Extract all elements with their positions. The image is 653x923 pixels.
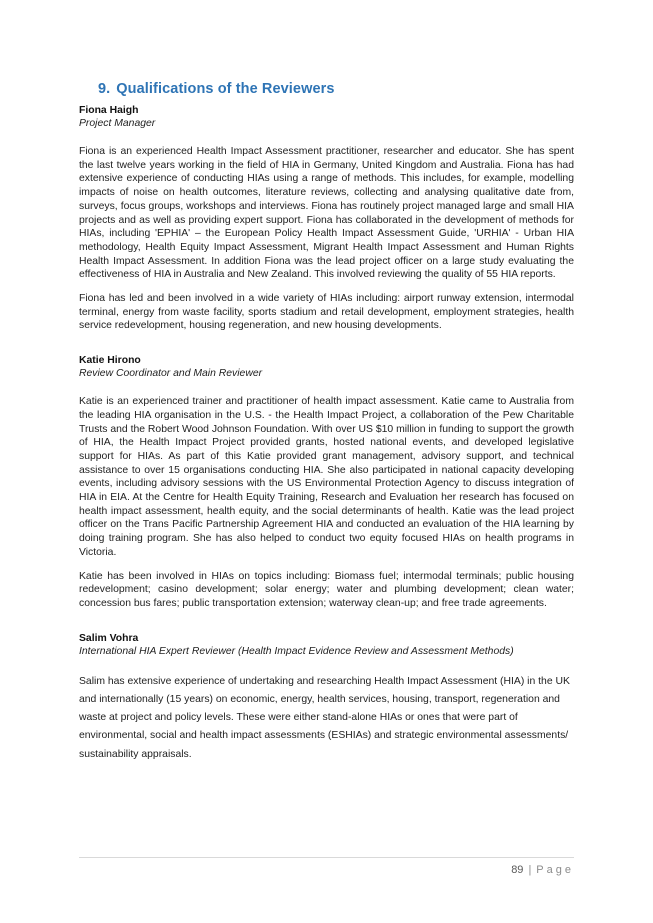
page-number: 89 xyxy=(511,864,524,876)
page-separator: | xyxy=(528,864,532,876)
section-heading xyxy=(98,81,574,98)
page-footer xyxy=(79,857,574,876)
reviewer-role: International HIA Expert Reviewer (Health Impact Evidence Review and Assessment Methods) xyxy=(79,645,514,657)
reviewer-profile xyxy=(79,632,574,764)
reviewer-name: Fiona Haigh xyxy=(79,105,139,116)
bio-paragraph: Fiona has led and been involved in a wide variety of HIAs including: airport runway extension, intermodal terminal, energy from waste facility, sports stadium and retail development, employment strategies, health service redevelopment, housing regeneration, and new housing developments. xyxy=(79,293,574,332)
section-number: 9. xyxy=(98,81,111,97)
reviewer-name: Salim Vohra xyxy=(79,632,139,644)
bio-paragraph: Fiona is an experienced Health Impact Assessment practitioner, researcher and educator. She has spent the last twelve years working in the field of HIA in Germany, United Kingdom and Australia. Fiona has had extensive experience of conducting HIAs using a range of methods. This includes, for example, modelling impacts of noise on health outcomes, literature reviews, collecting and analysing qualitative date from, surveys, focus groups, workshops and interviews. Fiona has routinely project managed large and small HIA projects and as well as providing expert support. Fiona has collaborated in the development of methods for HIAs, including 'EPHIA' – the European Policy Health Impact Assessment Guide, 'URHIA' - Urban HIA methodology, Health Equity Impact Assessment, Migrant Health Impact Assessment and Human Rights Health Impact Assessment. In addition Fiona was the lead project officer on a large study evaluating the effectiveness of HIA in Australia and New Zealand. This involved reviewing the quality of 55 HIA reports. xyxy=(79,146,574,281)
section-title: Qualifications of the Reviewers xyxy=(116,81,335,97)
reviewer-role: Review Coordinator and Main Reviewer xyxy=(79,368,263,380)
bio-paragraph: Salim has extensive experience of undertaking and researching Health Impact Assessment (HIA) in the UK and internationally (15 years) on economic, energy, health services, housing, transport, regeneration and waste at project and policy levels. These were either stand-alone HIAs or ones that were part of environmental, social and health impact assessments (ESHIAs) and strategic environmental assessments/ sustainability appraisals. xyxy=(79,675,570,760)
bio-paragraph: Katie is an experienced trainer and practitioner of health impact assessment. Katie came to Australia from the leading HIA organisation in the U.S. - the Health Impact Project, a collaboration of the Pew Charitable Trusts and the Robert Wood Johnson Foundation. With over US $10 million in funding to support the growth of HIA, the Health Impact Project provided grants, hosted national events, and developed legislative support for HIAs. As part of this Katie provided grant management, advisory support, and technical assistance to over 15 organisations conducting HIA. She also participated in national capacity developing events, including advisory sessions with the US Environmental Protection Agency to discuss integration of HIA in EIA. At the Centre for Health Equity Training, Research and Evaluation her research has focused on health impact assessment, health equity, and the social determinants of health. Katie was the lead project officer on the Trans Pacific Partnership Agreement HIA and conducted an evaluation of the HIA learning by doing training program. She has also helped to conduct two equity focused HIAs on health programs in Victoria. xyxy=(79,396,574,558)
reviewer-profile xyxy=(79,104,574,333)
bio-paragraph: Katie has been involved in HIAs on topics including: Biomass fuel; intermodal terminals; public housing redevelopment; casino development; solar energy; water and plumbing development; clean water; concession bus fares; public transportation extension; waterway clean-up; and free trade agreements. xyxy=(79,570,574,609)
reviewer-name: Katie Hirono xyxy=(79,355,141,367)
page-word: Page xyxy=(536,864,574,876)
page-number-label xyxy=(511,864,574,877)
page-content xyxy=(79,81,574,764)
reviewer-role: Project Manager xyxy=(79,118,156,129)
reviewer-profile xyxy=(79,354,574,611)
